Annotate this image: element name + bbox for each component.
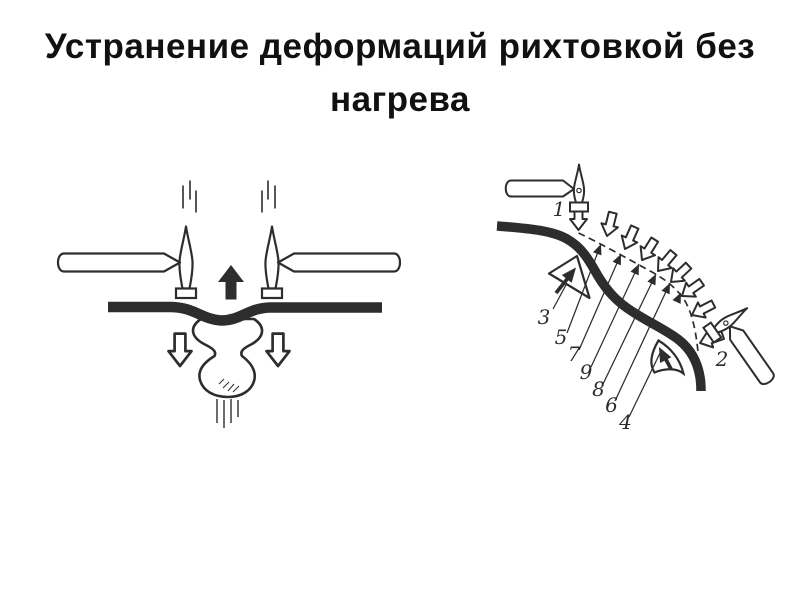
hammer-1: [506, 165, 588, 212]
label-step-6: 6: [605, 393, 618, 417]
diagram-straightening-sequence: [455, 150, 790, 460]
motion-lines-below: [217, 399, 238, 428]
label-hammer-2: 2: [715, 347, 729, 371]
right-hammer: [262, 181, 400, 299]
sheet-metal-panel: [108, 307, 382, 321]
label-step-5: 5: [554, 325, 568, 349]
left-hammer: [58, 181, 196, 299]
down-force-arrow-left: [169, 334, 192, 366]
bulge-blob: [193, 319, 262, 397]
label-step-3: 3: [537, 305, 551, 329]
up-force-arrow: [218, 265, 244, 300]
slide-title-line-2: нагрева: [329, 80, 471, 119]
label-step-8: 8: [592, 377, 605, 401]
label-step-9: 9: [579, 360, 593, 384]
label-step-4: 4: [619, 410, 632, 434]
label-hammer-1: 1: [552, 197, 566, 221]
blow-direction-arrows: [570, 206, 725, 351]
slide-title: [0, 20, 800, 126]
slide-title-line-1: Устранение деформаций рихтовкой без: [44, 27, 756, 66]
label-step-7: 7: [567, 342, 581, 366]
diagram-flattening-bulge: [40, 150, 410, 440]
down-force-arrow-right: [267, 334, 290, 366]
